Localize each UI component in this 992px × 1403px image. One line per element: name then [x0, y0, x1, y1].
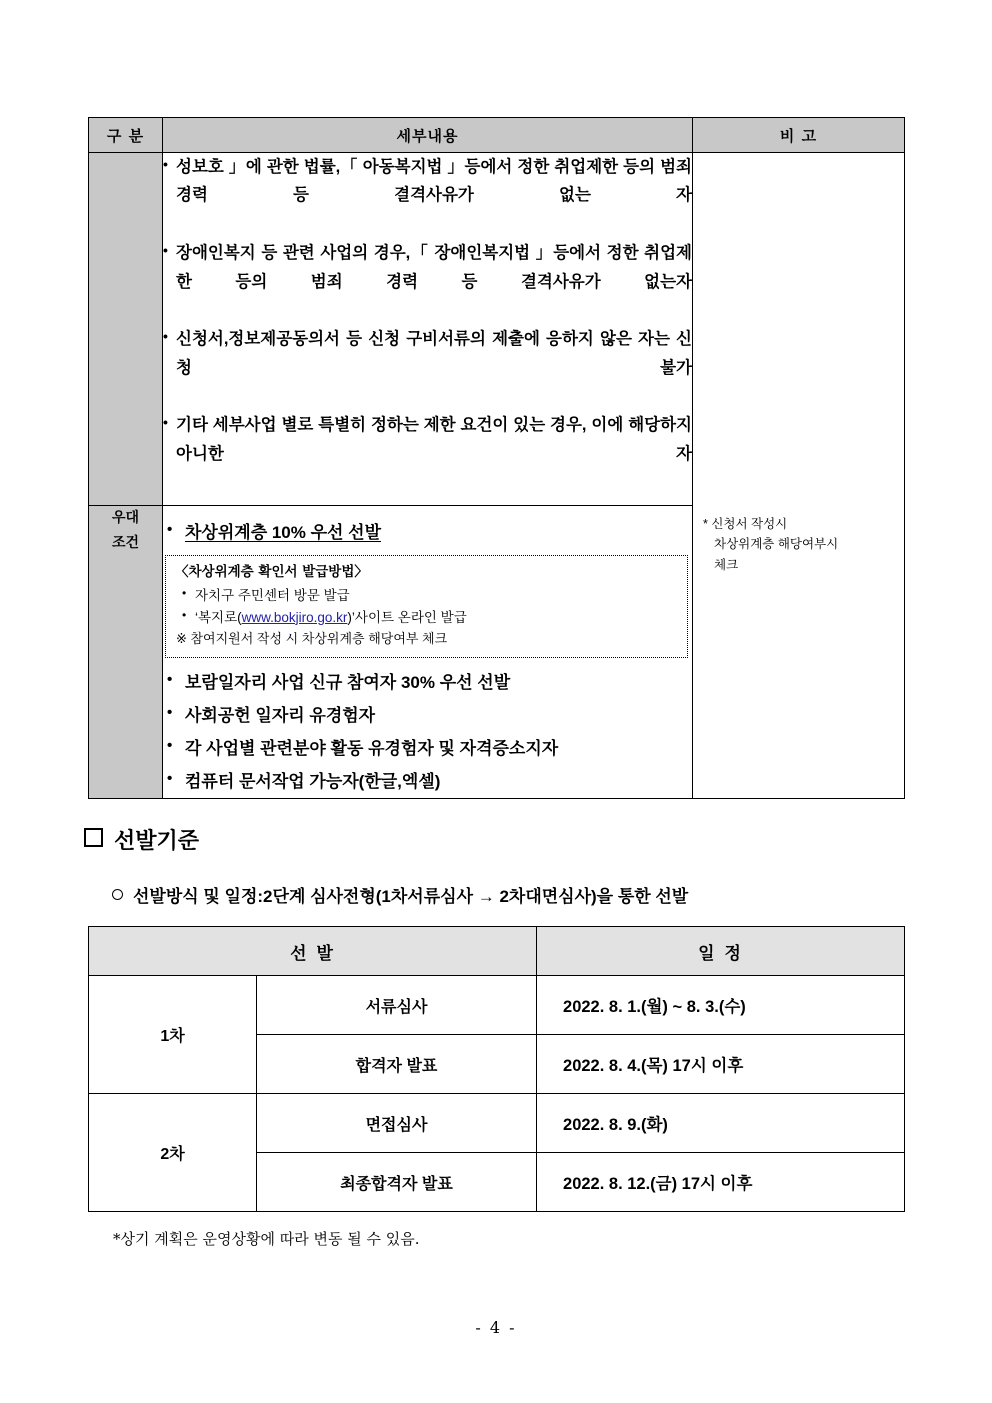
restrictions-list — [163, 153, 692, 497]
list-item: • 컴퓨터 문서작업 가능자(한글,엑셀) — [163, 765, 692, 798]
phase-label-2: 2차 — [89, 1094, 257, 1212]
list-item: • 신청서,정보제공동의서 등 신청 구비서류의 제출에 응하지 않은 자는 신청 불가 — [163, 325, 692, 410]
cell-restrictions-detail — [163, 153, 693, 506]
list-item: • 장애인복지 등 관련 사업의 경우,「 장애인복지법 」등에서 정한 취업제한 등의 범죄 경력 등 결격사유가 없는자 — [163, 239, 692, 324]
preference-highlight-list — [163, 516, 692, 549]
circle-bullet-icon — [112, 889, 123, 900]
table-row — [89, 1094, 905, 1153]
square-bullet-icon — [84, 828, 103, 847]
bigo-note-line1: * 신청서 작성시 — [703, 517, 788, 531]
list-item-highlight — [163, 516, 692, 549]
section-heading — [84, 824, 199, 855]
preference-highlight-text: 차상위계층 10% 우선 선발 — [185, 523, 381, 542]
link-suffix: )’사이트 온라인 발급 — [347, 609, 467, 625]
list-item: • 성보호 」에 관한 법률,「 아동복지법 」등에서 정한 취업제한 등의 범죄 경력 등 결격사유가 없는 자 — [163, 153, 692, 238]
preference-list — [163, 666, 692, 799]
gubun-preference-line1: 우대 — [111, 510, 140, 526]
page-number: - 4 - — [475, 1318, 517, 1337]
schedule-header-row — [89, 927, 905, 976]
issuance-box-note: ※ 참여지원서 작성 시 차상위계층 해당여부 체크 — [176, 631, 448, 647]
schedule-table — [88, 926, 905, 1212]
header-bigo: 비 고 — [693, 118, 905, 153]
list-item: • 자치구 주민센터 방문 발급 — [175, 585, 678, 607]
list-item: • 보람일자리 사업 신규 참여자 30% 우선 선발 — [163, 666, 692, 699]
table-row — [89, 976, 905, 1035]
footnote: *상기 계획은 운영상황에 따라 변동 될 수 있음. — [113, 1230, 420, 1248]
section-bullet-line — [112, 882, 688, 907]
link-prefix: ‘복지로( — [195, 609, 242, 625]
table-header-row — [89, 118, 905, 153]
cell-gubun-preference — [89, 506, 163, 799]
header-schedule: 일 정 — [537, 927, 905, 976]
stage-date: 2022. 8. 1.(월) ~ 8. 3.(수) — [537, 976, 905, 1035]
stage-date: 2022. 8. 4.(목) 17시 이후 — [537, 1035, 905, 1094]
stage-name: 합격자 발표 — [257, 1035, 537, 1094]
gubun-preference-line2: 조건 — [111, 534, 140, 551]
header-selection: 선 발 — [89, 927, 537, 976]
stage-name: 서류심사 — [257, 976, 537, 1035]
section-heading-text: 선발기준 — [114, 828, 200, 853]
bokjiro-link[interactable]: www.bokjiro.go.kr — [241, 609, 348, 625]
header-detail: 세부내용 — [163, 118, 693, 153]
eligibility-table — [88, 117, 905, 799]
bigo-preference-note — [703, 514, 903, 575]
cell-gubun-blank — [89, 153, 163, 506]
list-item: • 사회공헌 일자리 유경험자 — [163, 699, 692, 732]
list-item-online — [175, 607, 678, 629]
issuance-method-list — [175, 585, 678, 629]
stage-date: 2022. 8. 12.(금) 17시 이후 — [537, 1153, 905, 1212]
section-bullet-text: 선발방식 및 일정:2단계 심사전형(1차서류심사 → 2차대면심사)을 통한 선발 — [133, 887, 689, 906]
bigo-note-line3: 체크 — [714, 557, 739, 572]
header-gubun: 구 분 — [89, 118, 163, 153]
stage-date: 2022. 8. 9.(화) — [537, 1094, 905, 1153]
issuance-info-box — [165, 555, 688, 657]
cell-bigo-restrictions — [693, 153, 905, 799]
list-item: • 각 사업별 관련분야 활동 유경험자 및 자격증소지자 — [163, 732, 692, 765]
stage-name: 면접심사 — [257, 1094, 537, 1153]
table-row-restrictions — [89, 153, 905, 506]
cell-preference-detail — [163, 506, 693, 799]
bigo-note-line2: 차상위계층 해당여부시 — [714, 537, 839, 552]
issuance-box-title: 〈차상위계층 확인서 발급방법〉 — [175, 564, 368, 581]
list-item: • 기타 세부사업 별로 특별히 정하는 제한 요건이 있는 경우, 이에 해당하지 아니한 자 — [163, 411, 692, 496]
phase-label-1: 1차 — [89, 976, 257, 1094]
stage-name: 최종합격자 발표 — [257, 1153, 537, 1212]
